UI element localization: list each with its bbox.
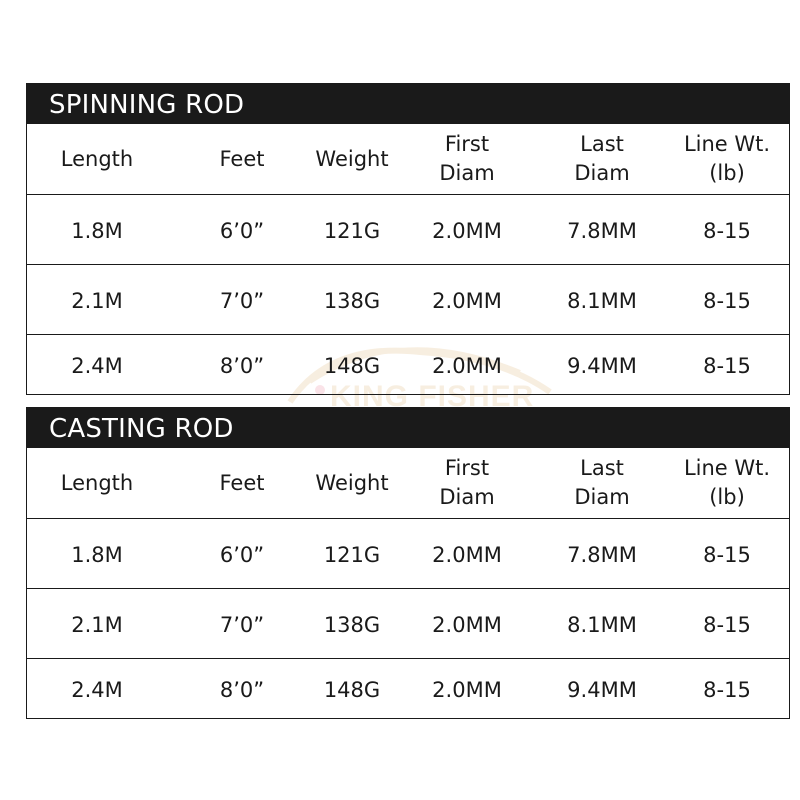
cell-weight: 148G bbox=[323, 354, 381, 378]
cell-feet: 8’0” bbox=[219, 678, 265, 702]
cell-line-wt: 8-15 bbox=[703, 289, 751, 313]
cell-first-diam: 2.0MM bbox=[432, 289, 502, 313]
spinning-rod-table bbox=[26, 83, 790, 395]
cell-length: 1.8M bbox=[71, 219, 123, 243]
table-row bbox=[27, 334, 789, 394]
table-title: CASTING ROD bbox=[27, 408, 789, 448]
header-weight: Weight bbox=[315, 146, 389, 171]
table-header-row bbox=[27, 448, 789, 518]
table-header-row bbox=[27, 124, 789, 194]
cell-line-wt: 8-15 bbox=[703, 543, 751, 567]
header-last-diam: Last Diam bbox=[574, 132, 630, 185]
table-row bbox=[27, 194, 789, 264]
cell-feet: 7’0” bbox=[219, 613, 265, 637]
cell-weight: 148G bbox=[323, 678, 381, 702]
header-feet: Feet bbox=[219, 146, 265, 171]
cell-feet: 7’0” bbox=[219, 289, 265, 313]
cell-last-diam: 9.4MM bbox=[567, 354, 637, 378]
cell-weight: 138G bbox=[323, 613, 381, 637]
cell-feet: 8’0” bbox=[219, 354, 265, 378]
cell-line-wt: 8-15 bbox=[703, 219, 751, 243]
cell-length: 2.4M bbox=[71, 678, 123, 702]
cell-length: 2.4M bbox=[71, 354, 123, 378]
header-line-wt: Line Wt. (lb) bbox=[683, 456, 771, 509]
table-title: SPINNING ROD bbox=[27, 84, 789, 124]
cell-first-diam: 2.0MM bbox=[432, 613, 502, 637]
cell-length: 2.1M bbox=[71, 289, 123, 313]
table-row bbox=[27, 264, 789, 334]
watermark-brand-text: KING FISHER bbox=[330, 380, 535, 413]
header-line-wt: Line Wt. (lb) bbox=[683, 132, 771, 185]
cell-line-wt: 8-15 bbox=[703, 678, 751, 702]
table-row bbox=[27, 588, 789, 658]
cell-length: 2.1M bbox=[71, 613, 123, 637]
header-length: Length bbox=[60, 470, 134, 495]
header-length: Length bbox=[60, 146, 134, 171]
header-weight: Weight bbox=[315, 470, 389, 495]
header-first-diam: First Diam bbox=[439, 456, 495, 509]
cell-weight: 138G bbox=[323, 289, 381, 313]
cell-length: 1.8M bbox=[71, 543, 123, 567]
cell-first-diam: 2.0MM bbox=[432, 354, 502, 378]
cell-feet: 6’0” bbox=[219, 219, 265, 243]
casting-rod-table bbox=[26, 407, 790, 719]
cell-feet: 6’0” bbox=[219, 543, 265, 567]
cell-last-diam: 7.8MM bbox=[567, 543, 637, 567]
cell-line-wt: 8-15 bbox=[703, 354, 751, 378]
cell-last-diam: 9.4MM bbox=[567, 678, 637, 702]
cell-last-diam: 7.8MM bbox=[567, 219, 637, 243]
cell-last-diam: 8.1MM bbox=[567, 289, 637, 313]
table-row bbox=[27, 658, 789, 718]
cell-line-wt: 8-15 bbox=[703, 613, 751, 637]
cell-weight: 121G bbox=[323, 219, 381, 243]
header-last-diam: Last Diam bbox=[574, 456, 630, 509]
cell-first-diam: 2.0MM bbox=[432, 219, 502, 243]
header-first-diam: First Diam bbox=[439, 132, 495, 185]
table-row bbox=[27, 518, 789, 588]
cell-first-diam: 2.0MM bbox=[432, 543, 502, 567]
cell-weight: 121G bbox=[323, 543, 381, 567]
cell-first-diam: 2.0MM bbox=[432, 678, 502, 702]
header-feet: Feet bbox=[219, 470, 265, 495]
cell-last-diam: 8.1MM bbox=[567, 613, 637, 637]
